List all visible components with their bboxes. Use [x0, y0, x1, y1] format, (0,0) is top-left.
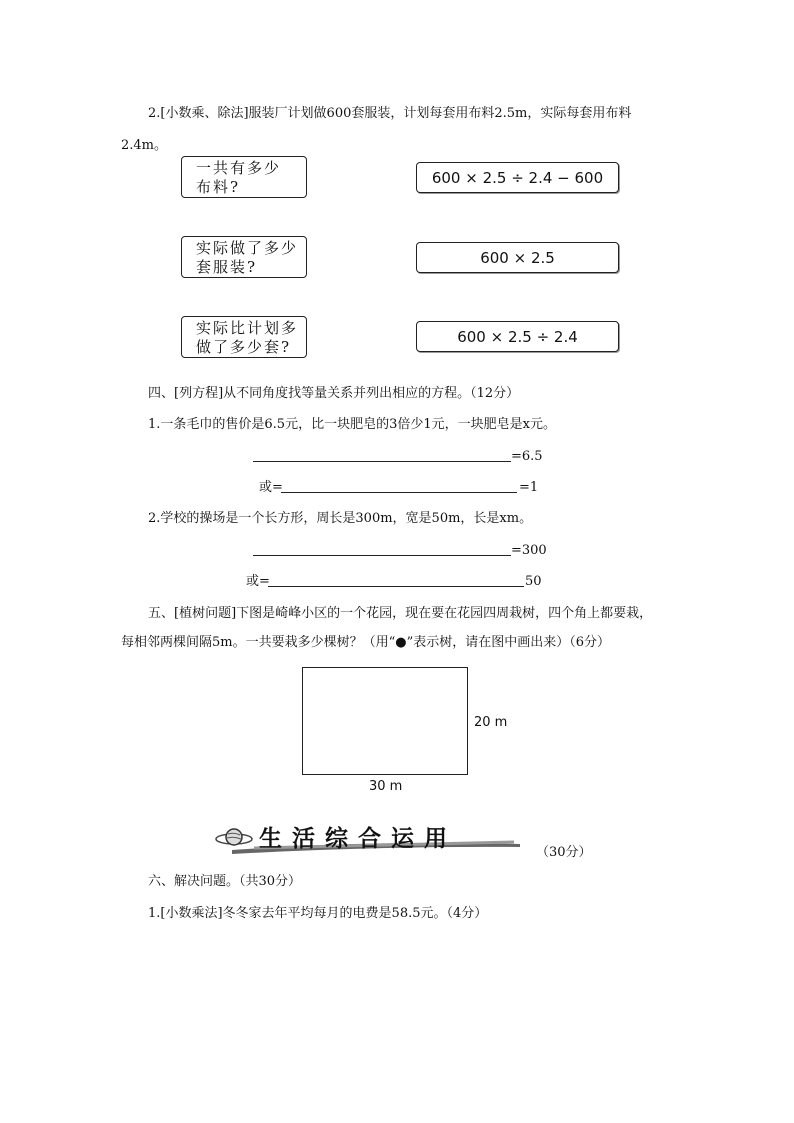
equation-4-right: 50 — [525, 574, 542, 589]
answer-line-1[interactable] — [253, 461, 511, 462]
section-5-line2: 每相邻两棵间隔5m。一共要栽多少棵树？（用“●”表示树，请在图中画出来）（6分） — [121, 635, 611, 650]
question-box-total-fabric — [181, 156, 307, 198]
answer-line-2[interactable] — [281, 492, 517, 493]
expression-box-1: 600 × 2.5 ÷ 2.4 − 600 — [416, 162, 619, 193]
garden-width-label: 20 m — [474, 715, 508, 730]
answer-line-3[interactable] — [253, 555, 511, 556]
planet-icon — [214, 824, 254, 854]
equation-3-right: =300 — [511, 543, 547, 558]
question-box-line1: 实际比计划多 — [196, 319, 299, 337]
question-box-actual-sets — [181, 236, 307, 278]
q2-text-line1: 2.[小数乘、除法]服装厂计划做600套服装，计划每套用布料2.5m，实际每套用布料 — [148, 106, 632, 121]
section-4-problem-2: 2.学校的操场是一个长方形，周长是300m，宽是50m，长是xm。 — [148, 511, 533, 526]
banner-title: 生活综合运用 — [259, 826, 457, 852]
equation-4-left: 或= — [246, 574, 270, 589]
section-banner — [214, 818, 524, 858]
q2-text-line2: 2.4m。 — [121, 138, 168, 153]
section-6-title: 六、解决问题。（共30分） — [148, 874, 302, 889]
answer-line-4[interactable] — [268, 586, 524, 587]
question-box-extra-sets — [181, 316, 307, 358]
section-6-problem-1: 1.[小数乘法]冬冬家去年平均每月的电费是58.5元。（4分） — [148, 906, 488, 921]
banner-score: （30分） — [536, 845, 592, 860]
equation-1-right: =6.5 — [511, 449, 543, 464]
expression-box-3: 600 × 2.5 ÷ 2.4 — [416, 321, 619, 352]
question-box-line2: 布料? — [196, 178, 241, 196]
question-box-line2: 做了多少套? — [196, 338, 292, 356]
question-box-line1: 实际做了多少 — [196, 239, 299, 257]
garden-rectangle[interactable] — [302, 667, 468, 775]
equation-2-right: =1 — [519, 480, 539, 495]
question-box-line1: 一共有多少 — [196, 159, 282, 177]
section-4-problem-1: 1.一条毛巾的售价是6.5元，比一块肥皂的3倍少1元，一块肥皂是x元。 — [148, 417, 556, 432]
expression-box-2: 600 × 2.5 — [416, 242, 619, 273]
section-5-line1: 五、[植树问题]下图是崎峰小区的一个花园，现在要在花园四周栽树，四个角上都要栽， — [148, 606, 653, 621]
section-4-title: 四、[列方程]从不同角度找等量关系并列出相应的方程。（12分） — [148, 386, 520, 401]
question-box-line2: 套服装? — [196, 258, 258, 276]
garden-length-label: 30 m — [369, 779, 403, 794]
equation-2-left: 或= — [259, 480, 283, 495]
